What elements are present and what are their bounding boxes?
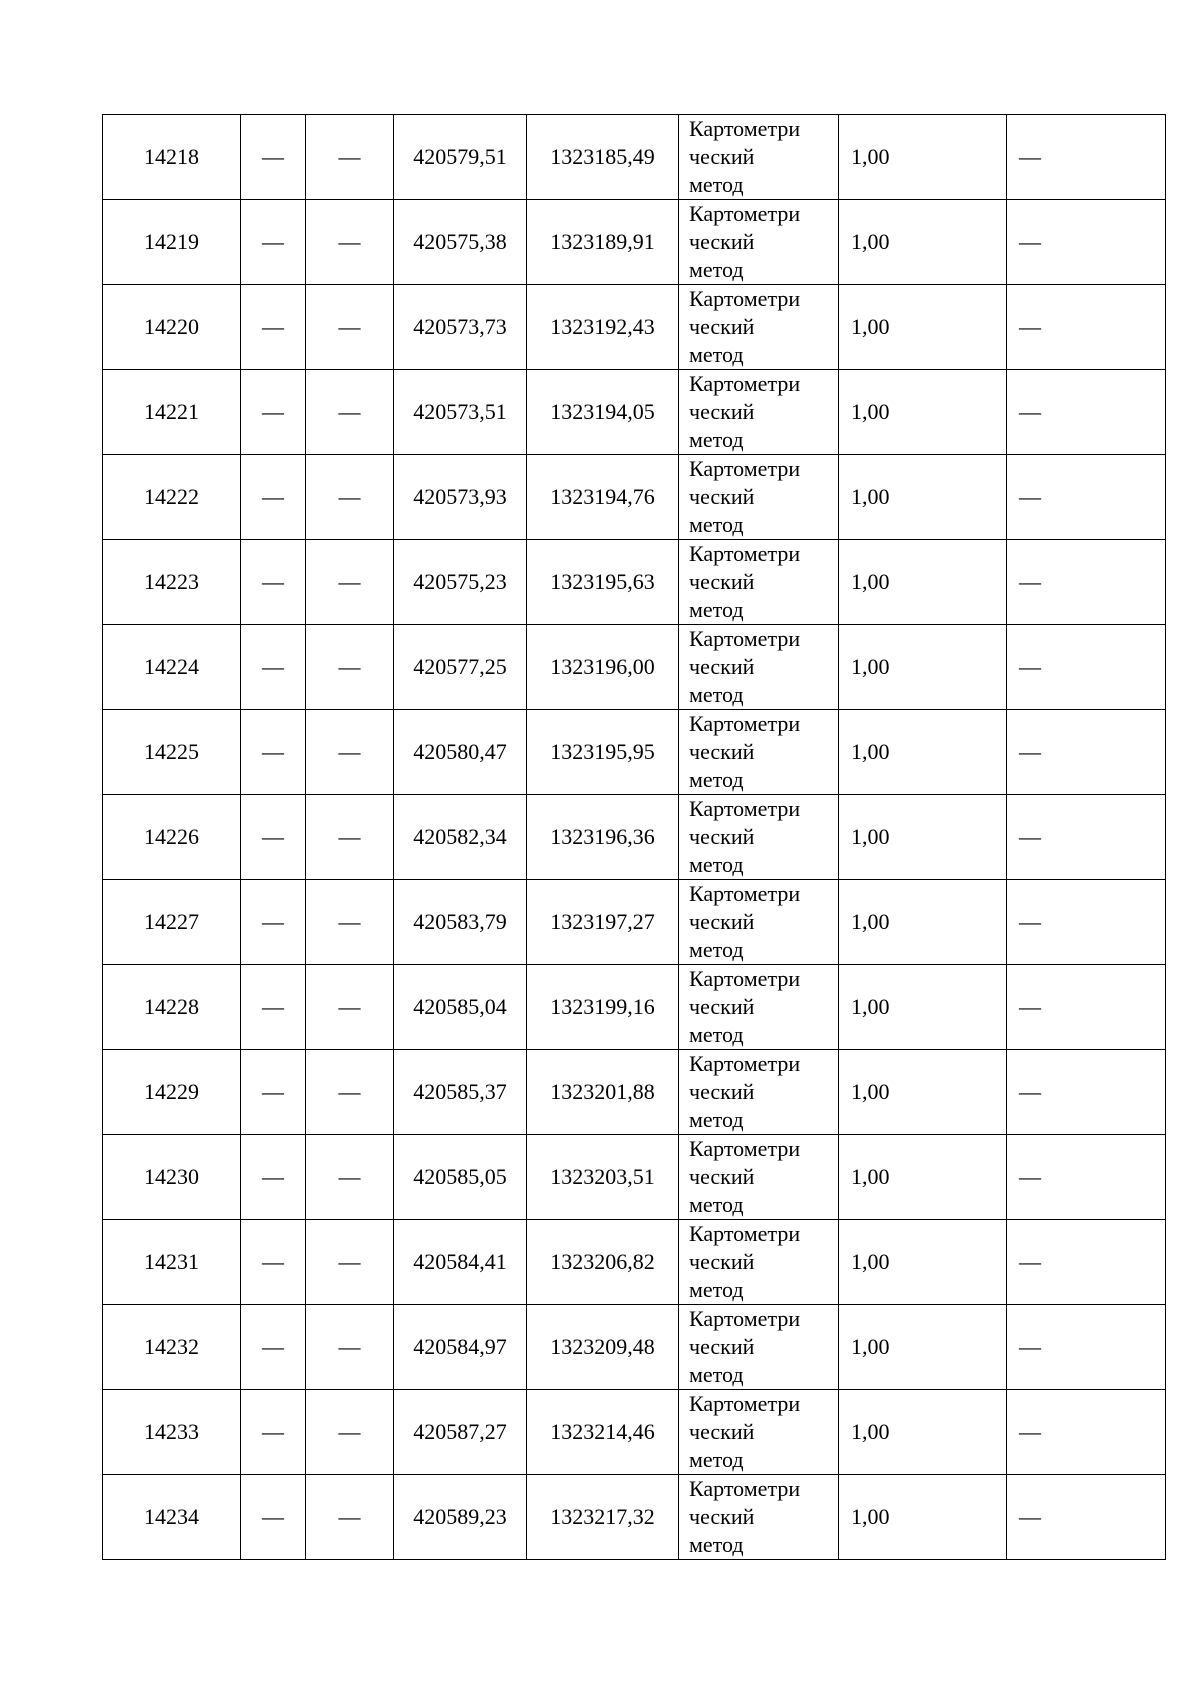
- point-number-cell: 14225: [103, 710, 241, 795]
- y-coordinate-cell: 1323195,95: [527, 710, 679, 795]
- table-row: [103, 625, 1166, 710]
- precision-cell: 1,00: [839, 200, 1007, 285]
- y-coordinate-cell: 1323192,43: [527, 285, 679, 370]
- description-cell: —: [1007, 1390, 1166, 1475]
- old-x-cell: —: [241, 710, 306, 795]
- x-coordinate-cell: 420585,04: [394, 965, 527, 1050]
- description-cell: —: [1007, 1475, 1166, 1560]
- method-cell: Картометри ческий метод: [679, 1220, 839, 1305]
- description-cell: —: [1007, 1220, 1166, 1305]
- point-number-cell: 14218: [103, 115, 241, 200]
- old-x-cell: —: [241, 795, 306, 880]
- method-cell: Картометри ческий метод: [679, 370, 839, 455]
- old-x-cell: —: [241, 285, 306, 370]
- x-coordinate-cell: 420580,47: [394, 710, 527, 795]
- description-cell: —: [1007, 795, 1166, 880]
- point-number-cell: 14231: [103, 1220, 241, 1305]
- x-coordinate-cell: 420589,23: [394, 1475, 527, 1560]
- description-cell: —: [1007, 115, 1166, 200]
- old-y-cell: —: [306, 1305, 394, 1390]
- point-number-cell: 14219: [103, 200, 241, 285]
- x-coordinate-cell: 420575,23: [394, 540, 527, 625]
- precision-cell: 1,00: [839, 115, 1007, 200]
- description-cell: —: [1007, 1135, 1166, 1220]
- old-y-cell: —: [306, 455, 394, 540]
- precision-cell: 1,00: [839, 370, 1007, 455]
- old-y-cell: —: [306, 795, 394, 880]
- table-row: [103, 455, 1166, 540]
- table-body: [103, 115, 1166, 1560]
- y-coordinate-cell: 1323196,36: [527, 795, 679, 880]
- method-cell: Картометри ческий метод: [679, 115, 839, 200]
- old-y-cell: —: [306, 625, 394, 710]
- old-y-cell: —: [306, 1220, 394, 1305]
- method-cell: Картометри ческий метод: [679, 965, 839, 1050]
- precision-cell: 1,00: [839, 880, 1007, 965]
- description-cell: —: [1007, 965, 1166, 1050]
- old-y-cell: —: [306, 965, 394, 1050]
- table-row: [103, 710, 1166, 795]
- description-cell: —: [1007, 455, 1166, 540]
- table-row: [103, 285, 1166, 370]
- x-coordinate-cell: 420585,05: [394, 1135, 527, 1220]
- table-row: [103, 965, 1166, 1050]
- method-cell: Картометри ческий метод: [679, 710, 839, 795]
- point-number-cell: 14226: [103, 795, 241, 880]
- point-number-cell: 14227: [103, 880, 241, 965]
- table-row: [103, 795, 1166, 880]
- precision-cell: 1,00: [839, 455, 1007, 540]
- y-coordinate-cell: 1323197,27: [527, 880, 679, 965]
- method-cell: Картометри ческий метод: [679, 540, 839, 625]
- table-row: [103, 1475, 1166, 1560]
- old-y-cell: —: [306, 200, 394, 285]
- precision-cell: 1,00: [839, 965, 1007, 1050]
- x-coordinate-cell: 420577,25: [394, 625, 527, 710]
- table-row: [103, 1050, 1166, 1135]
- description-cell: —: [1007, 880, 1166, 965]
- old-y-cell: —: [306, 1390, 394, 1475]
- method-cell: Картометри ческий метод: [679, 1475, 839, 1560]
- old-y-cell: —: [306, 1135, 394, 1220]
- y-coordinate-cell: 1323195,63: [527, 540, 679, 625]
- y-coordinate-cell: 1323214,46: [527, 1390, 679, 1475]
- x-coordinate-cell: 420575,38: [394, 200, 527, 285]
- x-coordinate-cell: 420587,27: [394, 1390, 527, 1475]
- method-cell: Картометри ческий метод: [679, 625, 839, 710]
- coordinates-table: [102, 114, 1166, 1560]
- old-y-cell: —: [306, 1475, 394, 1560]
- old-x-cell: —: [241, 1050, 306, 1135]
- description-cell: —: [1007, 710, 1166, 795]
- old-y-cell: —: [306, 540, 394, 625]
- point-number-cell: 14223: [103, 540, 241, 625]
- table-row: [103, 540, 1166, 625]
- old-x-cell: —: [241, 1305, 306, 1390]
- point-number-cell: 14232: [103, 1305, 241, 1390]
- precision-cell: 1,00: [839, 540, 1007, 625]
- old-x-cell: —: [241, 1220, 306, 1305]
- point-number-cell: 14234: [103, 1475, 241, 1560]
- point-number-cell: 14229: [103, 1050, 241, 1135]
- precision-cell: 1,00: [839, 1050, 1007, 1135]
- point-number-cell: 14221: [103, 370, 241, 455]
- y-coordinate-cell: 1323194,76: [527, 455, 679, 540]
- description-cell: —: [1007, 370, 1166, 455]
- method-cell: Картометри ческий метод: [679, 1135, 839, 1220]
- old-x-cell: —: [241, 1390, 306, 1475]
- y-coordinate-cell: 1323189,91: [527, 200, 679, 285]
- description-cell: —: [1007, 540, 1166, 625]
- old-x-cell: —: [241, 1135, 306, 1220]
- y-coordinate-cell: 1323199,16: [527, 965, 679, 1050]
- point-number-cell: 14228: [103, 965, 241, 1050]
- method-cell: Картометри ческий метод: [679, 1050, 839, 1135]
- method-cell: Картометри ческий метод: [679, 285, 839, 370]
- x-coordinate-cell: 420573,73: [394, 285, 527, 370]
- precision-cell: 1,00: [839, 625, 1007, 710]
- old-y-cell: —: [306, 115, 394, 200]
- x-coordinate-cell: 420584,41: [394, 1220, 527, 1305]
- table-row: [103, 370, 1166, 455]
- method-cell: Картометри ческий метод: [679, 455, 839, 540]
- precision-cell: 1,00: [839, 710, 1007, 795]
- old-x-cell: —: [241, 880, 306, 965]
- description-cell: —: [1007, 1305, 1166, 1390]
- precision-cell: 1,00: [839, 1390, 1007, 1475]
- old-y-cell: —: [306, 285, 394, 370]
- precision-cell: 1,00: [839, 1135, 1007, 1220]
- y-coordinate-cell: 1323201,88: [527, 1050, 679, 1135]
- old-x-cell: —: [241, 965, 306, 1050]
- method-cell: Картометри ческий метод: [679, 1390, 839, 1475]
- old-x-cell: —: [241, 455, 306, 540]
- x-coordinate-cell: 420585,37: [394, 1050, 527, 1135]
- precision-cell: 1,00: [839, 285, 1007, 370]
- x-coordinate-cell: 420573,93: [394, 455, 527, 540]
- description-cell: —: [1007, 285, 1166, 370]
- y-coordinate-cell: 1323203,51: [527, 1135, 679, 1220]
- old-x-cell: —: [241, 200, 306, 285]
- precision-cell: 1,00: [839, 1220, 1007, 1305]
- table-row: [103, 1220, 1166, 1305]
- method-cell: Картометри ческий метод: [679, 1305, 839, 1390]
- old-x-cell: —: [241, 115, 306, 200]
- table-row: [103, 115, 1166, 200]
- method-cell: Картометри ческий метод: [679, 795, 839, 880]
- x-coordinate-cell: 420579,51: [394, 115, 527, 200]
- point-number-cell: 14230: [103, 1135, 241, 1220]
- table-row: [103, 1390, 1166, 1475]
- old-y-cell: —: [306, 370, 394, 455]
- old-x-cell: —: [241, 540, 306, 625]
- description-cell: —: [1007, 625, 1166, 710]
- x-coordinate-cell: 420583,79: [394, 880, 527, 965]
- y-coordinate-cell: 1323194,05: [527, 370, 679, 455]
- description-cell: —: [1007, 200, 1166, 285]
- y-coordinate-cell: 1323206,82: [527, 1220, 679, 1305]
- old-x-cell: —: [241, 1475, 306, 1560]
- y-coordinate-cell: 1323209,48: [527, 1305, 679, 1390]
- old-y-cell: —: [306, 710, 394, 795]
- precision-cell: 1,00: [839, 795, 1007, 880]
- precision-cell: 1,00: [839, 1305, 1007, 1390]
- old-y-cell: —: [306, 1050, 394, 1135]
- x-coordinate-cell: 420582,34: [394, 795, 527, 880]
- precision-cell: 1,00: [839, 1475, 1007, 1560]
- table-row: [103, 200, 1166, 285]
- y-coordinate-cell: 1323217,32: [527, 1475, 679, 1560]
- old-x-cell: —: [241, 370, 306, 455]
- x-coordinate-cell: 420573,51: [394, 370, 527, 455]
- method-cell: Картометри ческий метод: [679, 200, 839, 285]
- point-number-cell: 14233: [103, 1390, 241, 1475]
- point-number-cell: 14220: [103, 285, 241, 370]
- old-x-cell: —: [241, 625, 306, 710]
- description-cell: —: [1007, 1050, 1166, 1135]
- old-y-cell: —: [306, 880, 394, 965]
- point-number-cell: 14224: [103, 625, 241, 710]
- table-row: [103, 1135, 1166, 1220]
- point-number-cell: 14222: [103, 455, 241, 540]
- table-row: [103, 880, 1166, 965]
- table-row: [103, 1305, 1166, 1390]
- x-coordinate-cell: 420584,97: [394, 1305, 527, 1390]
- method-cell: Картометри ческий метод: [679, 880, 839, 965]
- y-coordinate-cell: 1323196,00: [527, 625, 679, 710]
- y-coordinate-cell: 1323185,49: [527, 115, 679, 200]
